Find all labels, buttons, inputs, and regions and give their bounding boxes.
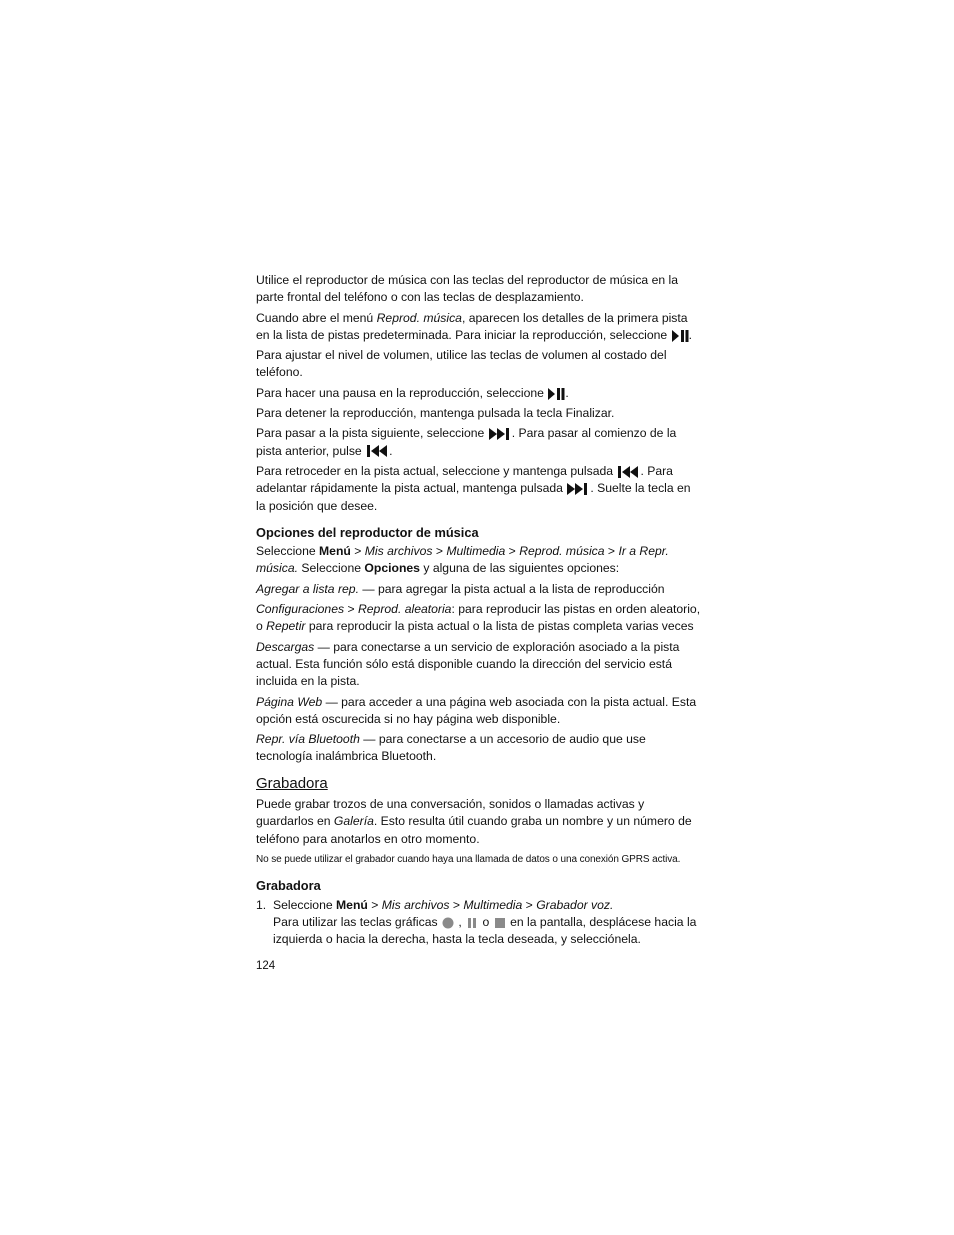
page-number: 124	[256, 960, 276, 973]
paragraph-select-menu: Seleccione Menú > Mis archivos > Multimedia > Reprod. música > Ir a Repr. música. Seleccione Opciones y alguna de las siguientes opciones:	[256, 544, 669, 576]
option-add-to-list: Agregar a lista rep. — para agregar la pista actual a la lista de reproducción	[256, 581, 665, 596]
document-page	[256, 272, 702, 976]
paragraph-stop: Para detener la reproducción, mantenga pulsada la tecla Finalizar.	[256, 406, 615, 421]
pause-icon	[465, 916, 479, 930]
stop-icon	[493, 916, 507, 930]
option-settings: Configuraciones > Reprod. aleatoria: para reproducir las pistas en orden aleatorio, o Repetir para reproducir la pista actual o la lista de pistas completa varias veces	[256, 602, 701, 634]
paragraph-recorder-intro: Puede grabar trozos de una conversación, sonidos o llamadas activas y guardarlos en Galería. Esto resulta útil cuando graba un nombre y un número de teléfono para anotarlos en otro momento.	[256, 797, 692, 846]
paragraph-pause: Para hacer una pausa en la reproducción, seleccione .	[256, 385, 569, 400]
record-icon	[441, 916, 455, 930]
recorder-note: No se puede utilizar el grabador cuando haya una llamada de datos o una conexión GPRS activa.	[256, 853, 681, 865]
paragraph-rewind-forward: Para retroceder en la pista actual, seleccione y mantenga pulsada . Para adelantar rápidamente la pista actual, mantenga pulsada . Suelte la tecla en la posición que desee.	[256, 463, 691, 513]
step-number: 1.	[256, 897, 267, 912]
paragraph-volume: Para ajustar el nivel de volumen, utilice las teclas de volumen al costado del teléfono.	[256, 348, 667, 380]
heading-player-options: Opciones del reproductor de música	[256, 524, 479, 540]
previous-track-icon	[616, 465, 640, 479]
subheading-recorder: Grabadora	[256, 878, 321, 894]
paragraph-next-prev: Para pasar a la pista siguiente, seleccione . Para pasar al comienzo de la pista anterior, pulse .	[256, 426, 677, 458]
next-track-icon	[488, 427, 512, 441]
previous-track-icon	[365, 444, 389, 458]
option-web-page: Página Web — para acceder a una página web asociada con la pista actual. Esta opción está oscurecida si no hay página web disponible.	[256, 694, 697, 726]
paragraph-open-menu: Cuando abre el menú Reprod. música, aparecen los detalles de la primera pista en la lista de pistas predeterminada. Para iniciar la reproducción, seleccione .	[256, 310, 692, 342]
paragraph-intro: Utilice el reproductor de música con las teclas del reproductor de música en la parte frontal del teléfono o con las teclas de desplazamiento.	[256, 273, 679, 305]
step-text: Seleccione Menú > Mis archivos > Multimedia > Grabador voz.	[273, 897, 614, 912]
next-track-icon	[566, 482, 590, 496]
list-item	[256, 897, 702, 914]
play-pause-icon	[547, 387, 565, 401]
option-downloads: Descargas — para conectarse a un servicio de exploración asociado a la pista actual. Esta función sólo está disponible cuando la dirección del servicio está incluida en la pista.	[256, 639, 680, 689]
play-pause-icon	[671, 329, 689, 343]
heading-recorder: Grabadora	[256, 774, 328, 792]
paragraph-graphic-keys: Para utilizar las teclas gráficas , o en la pantalla, desplácese hacia la izquierda o hacia la derecha, hasta la tecla deseada, y selecciónela.	[273, 914, 697, 947]
option-bluetooth: Repr. vía Bluetooth — para conectarse a un accesorio de audio que use tecnología inalámbrica Bluetooth.	[256, 732, 646, 764]
